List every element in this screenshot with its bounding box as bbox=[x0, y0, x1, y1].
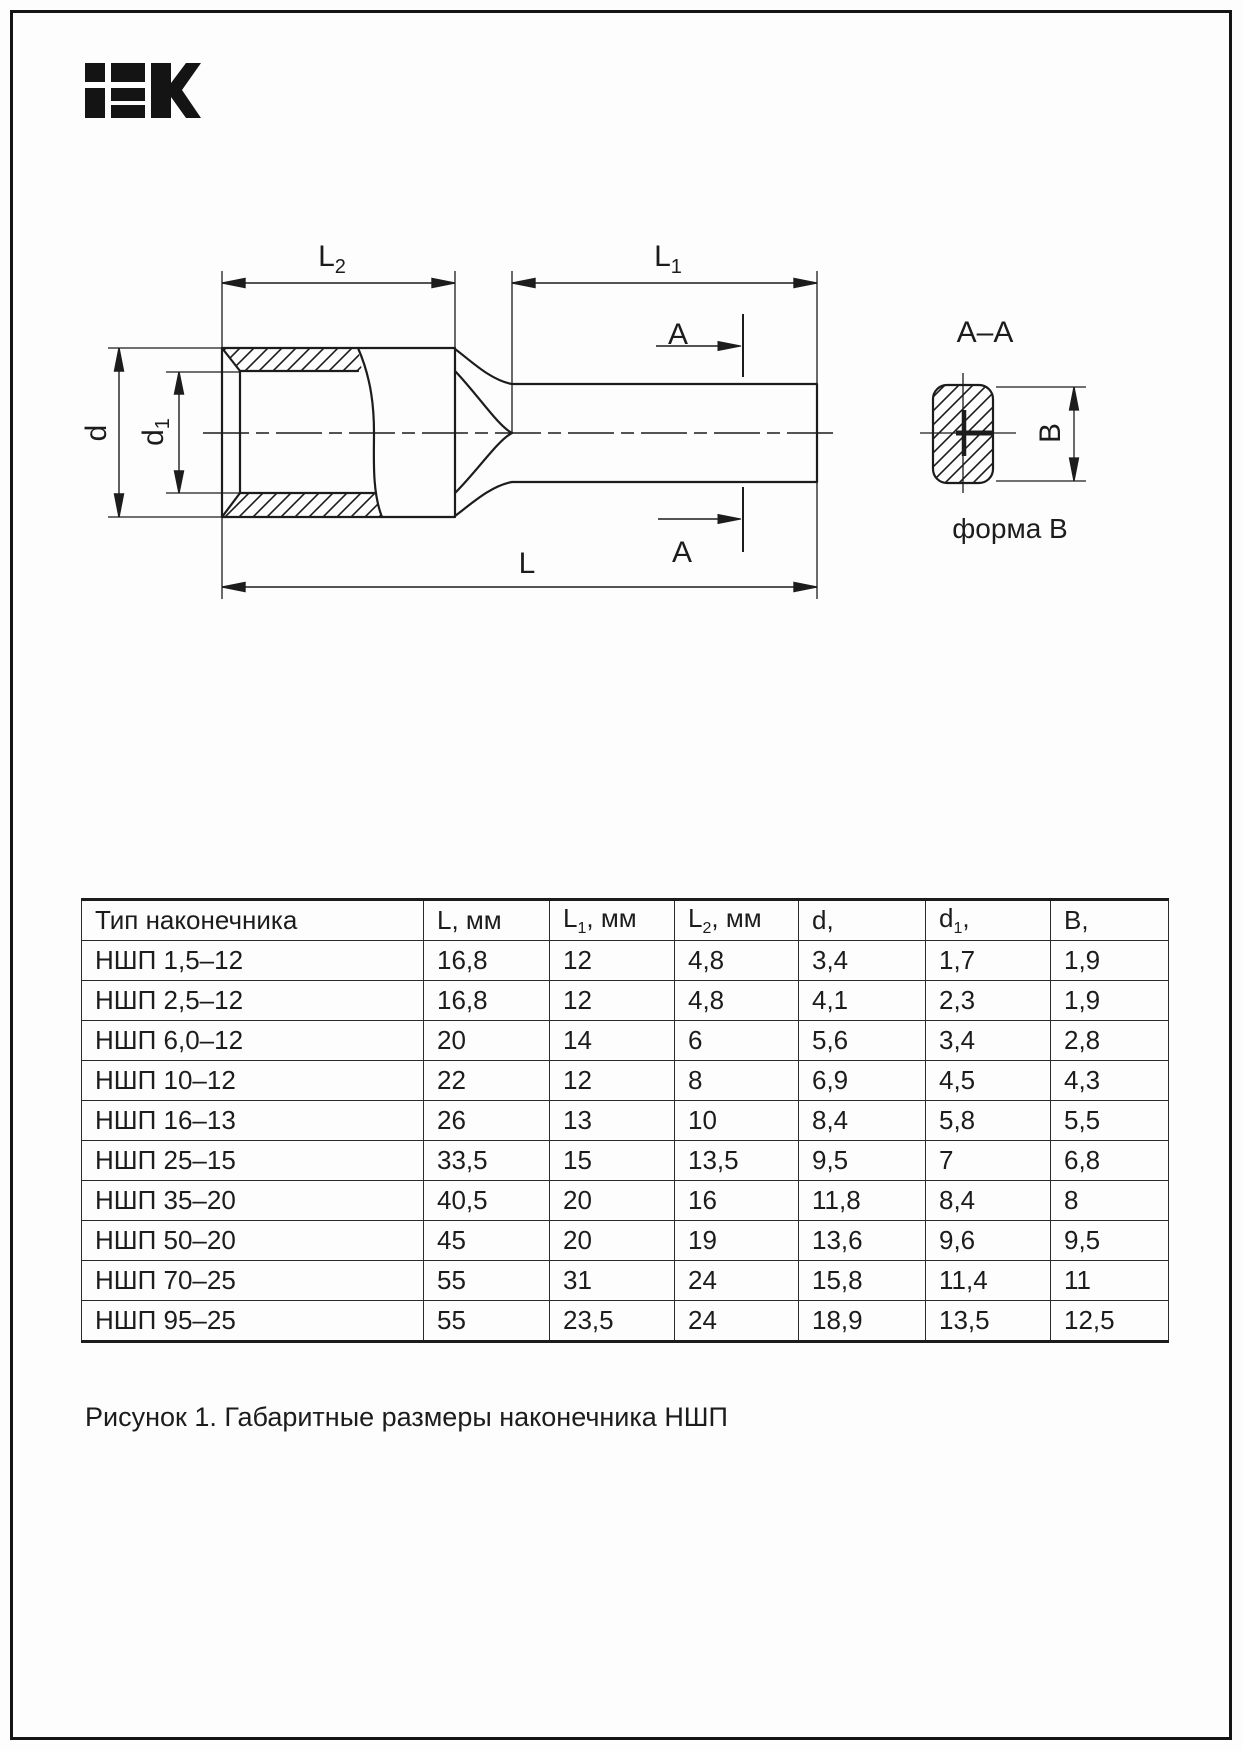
table-cell: 3,4 bbox=[799, 941, 926, 981]
table-cell: 15 bbox=[550, 1141, 675, 1181]
table-row bbox=[82, 1061, 1169, 1101]
table-cell: 16,8 bbox=[424, 981, 550, 1021]
table-cell: 31 bbox=[550, 1261, 675, 1301]
table-cell: 22 bbox=[424, 1061, 550, 1101]
column-header-2: $L_1$, мм bbox=[550, 900, 675, 941]
cut-label-a-top: A bbox=[667, 318, 689, 351]
table-cell: 6,9 bbox=[799, 1061, 926, 1101]
table-cell: 40,5 bbox=[424, 1181, 550, 1221]
table-cell: НШП 10–12 bbox=[82, 1061, 424, 1101]
table-cell: 2,3 bbox=[926, 981, 1051, 1021]
table-cell: НШП 70–25 bbox=[82, 1261, 424, 1301]
form-label: форма В bbox=[952, 513, 1068, 544]
table-cell: НШП 2,5–12 bbox=[82, 981, 424, 1021]
table-header-row bbox=[82, 900, 1169, 941]
table-cell: 3,4 bbox=[926, 1021, 1051, 1061]
table-cell: 14 bbox=[550, 1021, 675, 1061]
column-header-5: $d_1$, bbox=[926, 900, 1051, 941]
table-cell: 11 bbox=[1051, 1261, 1169, 1301]
column-header-4: d, bbox=[799, 900, 926, 941]
table-cell: 15,8 bbox=[799, 1261, 926, 1301]
table-cell: 1,9 bbox=[1051, 941, 1169, 981]
table-row bbox=[82, 1181, 1169, 1221]
table-cell: 7 bbox=[926, 1141, 1051, 1181]
table-cell: 19 bbox=[675, 1221, 799, 1261]
table-cell: 8 bbox=[1051, 1181, 1169, 1221]
table-cell: НШП 50–20 bbox=[82, 1221, 424, 1261]
table-cell: 13,5 bbox=[926, 1301, 1051, 1342]
table-cell: 9,6 bbox=[926, 1221, 1051, 1261]
column-header-0: Тип наконечника bbox=[82, 900, 424, 941]
dim-label-B: B bbox=[1033, 422, 1067, 444]
table-cell: 4,8 bbox=[675, 981, 799, 1021]
table-cell: 16,8 bbox=[424, 941, 550, 981]
table-cell: НШП 25–15 bbox=[82, 1141, 424, 1181]
table-cell: 20 bbox=[550, 1221, 675, 1261]
dimensions-table bbox=[81, 898, 1169, 1343]
table-cell: 26 bbox=[424, 1101, 550, 1141]
table-cell: 8,4 bbox=[926, 1181, 1051, 1221]
table-cell: 10 bbox=[675, 1101, 799, 1141]
technical-drawing bbox=[0, 0, 1243, 670]
table-cell: 8 bbox=[675, 1061, 799, 1101]
dim-label-L1: $L_1$ bbox=[654, 240, 682, 278]
table-cell: 13 bbox=[550, 1101, 675, 1141]
table-cell: НШП 1,5–12 bbox=[82, 941, 424, 981]
table-row bbox=[82, 1021, 1169, 1061]
table-cell: 55 bbox=[424, 1261, 550, 1301]
table-cell: 12 bbox=[550, 1061, 675, 1101]
table-cell: 24 bbox=[675, 1261, 799, 1301]
table-cell: 33,5 bbox=[424, 1141, 550, 1181]
table-cell: 4,8 bbox=[675, 941, 799, 981]
table-cell: 8,4 bbox=[799, 1101, 926, 1141]
table-cell: 5,5 bbox=[1051, 1101, 1169, 1141]
column-header-1: L, мм bbox=[424, 900, 550, 941]
table-cell: 24 bbox=[675, 1301, 799, 1342]
table-cell: 6 bbox=[675, 1021, 799, 1061]
table-cell: НШП 95–25 bbox=[82, 1301, 424, 1342]
table-cell: 55 bbox=[424, 1301, 550, 1342]
table-cell: 11,8 bbox=[799, 1181, 926, 1221]
table-cell: 1,7 bbox=[926, 941, 1051, 981]
table-cell: НШП 35–20 bbox=[82, 1181, 424, 1221]
table-cell: 20 bbox=[424, 1021, 550, 1061]
table-cell: 13,5 bbox=[675, 1141, 799, 1181]
table-cell: 13,6 bbox=[799, 1221, 926, 1261]
table-cell: 11,4 bbox=[926, 1261, 1051, 1301]
section-label: А–А bbox=[956, 316, 1014, 349]
dimension-lines bbox=[115, 279, 818, 592]
table-row bbox=[82, 1141, 1169, 1181]
table-cell: 6,8 bbox=[1051, 1141, 1169, 1181]
dim-label-L: L bbox=[518, 547, 536, 580]
table-cell: 12 bbox=[550, 981, 675, 1021]
cut-label-a-bottom: A bbox=[671, 536, 693, 569]
table-cell: 4,5 bbox=[926, 1061, 1051, 1101]
table-row bbox=[82, 1101, 1169, 1141]
table-cell: 2,8 bbox=[1051, 1021, 1169, 1061]
table-cell: 9,5 bbox=[1051, 1221, 1169, 1261]
table-cell: 5,8 bbox=[926, 1101, 1051, 1141]
table-cell: 4,1 bbox=[799, 981, 926, 1021]
table-row bbox=[82, 1301, 1169, 1342]
column-header-3: $L_2$, мм bbox=[675, 900, 799, 941]
extension-lines bbox=[108, 271, 817, 599]
table-row bbox=[82, 1221, 1169, 1261]
table-cell: 16 bbox=[675, 1181, 799, 1221]
figure-caption: Рисунок 1. Габаритные размеры наконечника НШП bbox=[85, 1402, 728, 1432]
table-cell: НШП 6,0–12 bbox=[82, 1021, 424, 1061]
table-cell: 45 bbox=[424, 1221, 550, 1261]
dim-label-L2: $L_2$ bbox=[318, 240, 346, 278]
table-cell: 18,9 bbox=[799, 1301, 926, 1342]
column-header-6: B, bbox=[1051, 900, 1169, 941]
table-cell: 12 bbox=[550, 941, 675, 981]
table-cell: 1,9 bbox=[1051, 981, 1169, 1021]
table-cell: 4,3 bbox=[1051, 1061, 1169, 1101]
table-cell: НШП 16–13 bbox=[82, 1101, 424, 1141]
table-cell: 23,5 bbox=[550, 1301, 675, 1342]
dim-label-d1: $d_1$ bbox=[136, 418, 175, 446]
iek-logo bbox=[85, 63, 201, 118]
table-cell: 20 bbox=[550, 1181, 675, 1221]
table-cell: 5,6 bbox=[799, 1021, 926, 1061]
table-row bbox=[82, 981, 1169, 1021]
dim-label-d: d bbox=[79, 424, 113, 442]
table-cell: 12,5 bbox=[1051, 1301, 1169, 1342]
table-cell: 9,5 bbox=[799, 1141, 926, 1181]
table-row bbox=[82, 941, 1169, 981]
table-row bbox=[82, 1261, 1169, 1301]
table-body bbox=[82, 941, 1169, 1342]
